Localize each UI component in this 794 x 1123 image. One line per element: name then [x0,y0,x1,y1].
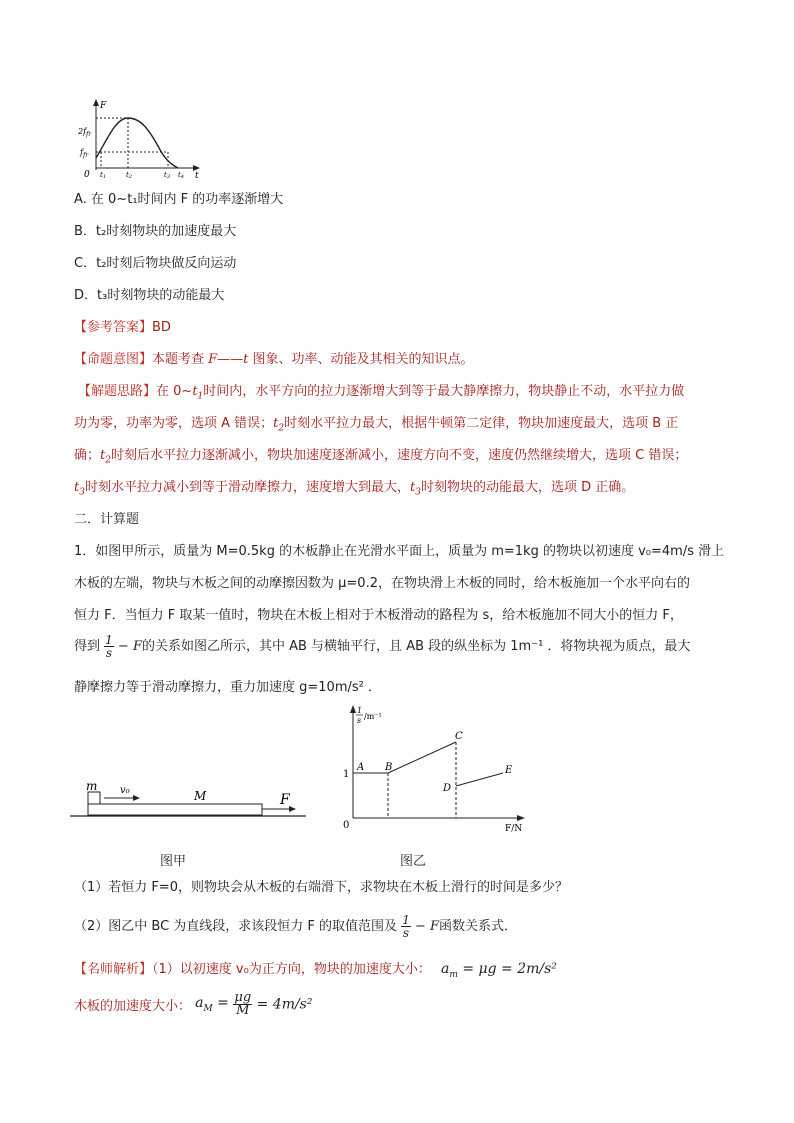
option-c [74,252,236,271]
yi-tick-1: 1 [343,769,350,780]
solution-text-2: 木板的加速度大小： [74,999,192,1014]
problem-line-2: 木板的左端，物块与木板之间的动摩擦因数为 μ=0.2，在物块滑上木板的同时，给木板施加一个水平向右的 [74,576,690,591]
intent-prefix: 本题考查 [152,352,209,367]
formula-aM-result: = 4m/s² [252,996,313,1013]
figure-yi [338,700,538,840]
question-1: （1）若恒力 F=0，则物块会从木板的右端滑下，求物块在木板上滑行的时间是多少？ [74,880,569,895]
force-curve [96,118,178,168]
analysis-line-1 [78,380,684,402]
section-title: 二．计算题 [74,512,140,527]
analysis-text-2a: 功为零，功率为零，选项 A 错误； [74,416,274,431]
x-tick-t1: t1 [100,171,107,180]
solution-text-1: （1）以初速度 v₀为正方向，物块的加速度大小： [152,962,431,977]
y-tick-f: $f_{fr}$ [80,148,89,159]
problem-line-1: 1．如图甲所示，质量为 M=0.5kg 的木板静止在光滑水平面上，质量为 m=1kg 的物块以初速度 v₀=4m/s 滑上 [74,544,725,559]
yi-y-label-frac: 1 [357,706,363,715]
figure-yi-caption: 图乙 [400,854,427,869]
problem-line-3: 恒力 F．当恒力 F 取某一值时，物块在木板上相对于木板滑动的路程为 s，给木板施加不同大小的恒力 F， [74,608,683,623]
figure-jia-caption: 图甲 [160,854,187,869]
yi-y-label: /m⁻¹ [364,712,382,721]
problem-text-4b: 的关系如图乙所示，其中 AB 与横轴平行，且 AB 段的纵坐标为 1m⁻¹ ．将物块视为质点，最大 [141,639,691,654]
point-d: D [443,783,452,794]
question-2 [74,914,517,939]
x-tick-t2: t2 [126,171,133,180]
intent-suffix: 图象、功率、动能及其相关的知识点。 [248,352,474,367]
problem-line-5: 静摩擦力等于滑动摩擦力，重力加速度 g=10m/s² ． [74,680,381,695]
analysis-tag: 【解题思路】 [78,384,157,399]
inverse-s-fraction-q2: $\frac{1}{s}$ [402,913,410,940]
analysis-text-4a: 时刻水平拉力减小到等于滑动摩擦力，速度增大到最大， [84,480,410,495]
x-tick-t3: t3 [164,171,171,180]
y-tick-2f: $2f_{fr}$ [78,127,92,138]
minus-f-q2: − F [410,919,440,934]
point-e: E [505,765,513,776]
formula-am: $a_m = \mu g = 2m/s^2$ [440,961,557,980]
analysis-text-2b: 时刻水平拉力最大，根据牛顿第二定律，物块加速度最大，选项 B 正 [284,416,679,431]
analysis-line-2 [74,412,678,434]
intent-tag: 【命题意图】 [74,352,153,367]
analysis-text-4b: 时刻物块的动能最大，选项 D 正确。 [420,480,635,495]
block [88,792,100,804]
analysis-line-4 [74,476,634,498]
option-a [74,188,283,207]
option-d-text: D．t₃时刻物块的动能最大 [74,288,225,303]
t1-symbol: $t_1$ [192,384,204,402]
question-2-text-a: （2）图乙中 BC 为直线段，求该段恒力 F 的取值范围及 [74,919,398,934]
problem-line-4 [74,634,690,659]
analysis-text-1a: 在 0~ [156,384,193,399]
force-time-graph [78,98,208,180]
figure-jia [70,770,310,860]
question-2-text-b: 函数关系式． [439,919,518,934]
solution-line-1 [74,958,557,980]
answer-text: BD [152,320,171,335]
problem-text-4a: 得到 [74,639,101,654]
mu-g-over-M: $\frac{\mu g}{M}$ [234,990,252,1018]
force-label: F [280,792,290,808]
analysis-text-3b: 时刻后水平拉力逐渐减小，物块加速度逐渐减小，速度方向不变，速度仍然继续增大，选项 C 错误； [110,448,688,463]
solution-tag: 【名师解析】 [74,962,153,977]
reference-answer [74,316,171,335]
board [88,804,262,815]
t2-symbol-b: $t_2$ [100,448,111,466]
block-label: m [86,779,98,793]
minus-f: − F [113,639,142,654]
answer-tag: 【参考答案】 [74,320,153,335]
segment-bc [388,742,456,773]
analysis-text-3a: 确； [74,448,101,463]
svg-text:s: s [357,716,362,725]
t3-symbol: $t_3$ [74,480,85,498]
formula-aM: $a_M$ = [195,995,234,1014]
yi-x-label: F/N [505,824,523,834]
option-b-text: B．t₂时刻物块的加速度最大 [74,224,237,239]
option-d [74,284,224,303]
y-axis-arrow [93,99,99,106]
point-a: A [357,762,365,773]
t3-symbol-b: $t_3$ [409,480,421,498]
solution-line-2 [74,992,312,1017]
intent-formula: F——t [208,352,249,367]
analysis-text-1b: 时间内，水平方向的拉力逐渐增大到等于最大静摩擦力，物块静止不动，水平拉力做 [203,384,685,399]
segment-de [456,773,503,786]
inverse-s-fraction: $\frac{1}{s}$ [105,633,113,660]
point-c: C [455,731,463,742]
question-intent [74,348,474,367]
yi-origin: 0 [343,820,350,831]
point-b: B [385,762,393,773]
t2-symbol: $t_2$ [273,416,285,434]
velocity-label: v₀ [120,785,130,796]
x-axis-label: t [195,171,199,180]
option-a-text: A. 在 0~t₁时间内 F 的功率逐渐增大 [74,192,284,207]
x-tick-t4: t4 [178,171,185,180]
option-b [74,220,236,239]
y-axis-label: F [100,101,107,111]
board-label: M [194,789,207,803]
analysis-line-3 [74,444,687,466]
origin-label: 0 [84,170,90,180]
option-c-text: C．t₂时刻后物块做反向运动 [74,256,237,271]
